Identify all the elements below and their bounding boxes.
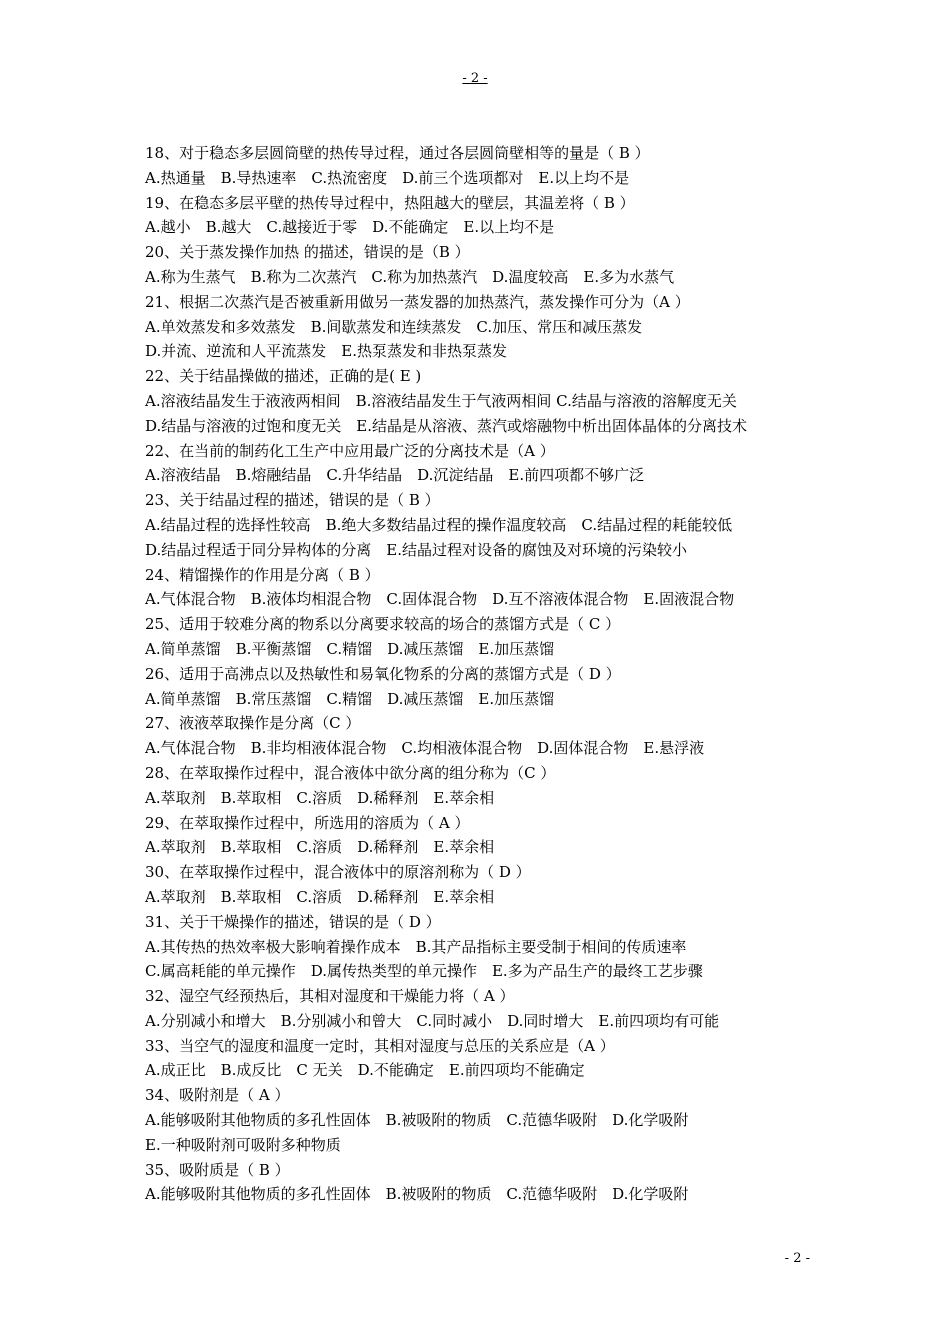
answer-options-line: E.一种吸附剂可吸附多种物质 <box>145 1135 341 1154</box>
answer-options-line: D.并流、逆流和人平流蒸发 E.热泵蒸发和非热泵蒸发 <box>145 342 507 361</box>
question-line: 23、关于结晶过程的描述，错误的是（ B ） <box>145 491 440 510</box>
question-list <box>145 141 825 1207</box>
answer-options-line: A.萃取剂 B.萃取相 C.溶质 D.稀释剂 E.萃余相 <box>145 788 495 807</box>
answer-options-line: A.越小 B.越大 C.越接近于零 D.不能确定 E.以上均不是 <box>145 218 555 237</box>
answer-options-line: A.热通量 B.导热速率 C.热流密度 D.前三个选项都对 E.以上均不是 <box>145 168 630 187</box>
answer-options-line: A.萃取剂 B.萃取相 C.溶质 D.稀释剂 E.萃余相 <box>145 887 495 906</box>
question-line: 22、在当前的制药化工生产中应用最广泛的分离技术是（A ） <box>145 441 555 460</box>
answer-options-line: A.萃取剂 B.萃取相 C.溶质 D.稀释剂 E.萃余相 <box>145 838 495 857</box>
answer-options-line: A.气体混合物 B.液体均相混合物 C.固体混合物 D.互不溶液体混合物 E.固液混合物 <box>145 590 735 609</box>
question-line: 24、精馏操作的作用是分离（ B ） <box>145 565 380 584</box>
question-line: 25、适用于较难分离的物系以分离要求较高的场合的蒸馏方式是（ C ） <box>145 615 621 634</box>
answer-options-line: A.称为生蒸气 B.称为二次蒸汽 C.称为加热蒸汽 D.温度较高 E.多为水蒸气 <box>145 267 675 286</box>
question-line: 26、适用于高沸点以及热敏性和易氧化物系的分离的蒸馏方式是（ D ） <box>145 664 621 683</box>
question-line: 33、当空气的湿度和温度一定时，其相对湿度与总压的关系应是（A ） <box>145 1036 615 1055</box>
answer-options-line: C.属高耗能的单元操作 D.属传热类型的单元操作 E.多为产品生产的最终工艺步骤 <box>145 962 703 981</box>
answer-options-line: A.其传热的热效率极大影响着操作成本 B.其产品指标主要受制于相间的传质速率 <box>145 937 687 956</box>
answer-options-line: A.溶液结晶发生于液液两相间 B.溶液结晶发生于气液两相间 C.结晶与溶液的溶解度无关 <box>145 391 737 410</box>
page-header <box>0 71 950 86</box>
answer-options-line: A.简单蒸馏 B.平衡蒸馏 C.精馏 D.减压蒸馏 E.加压蒸馏 <box>145 639 555 658</box>
footer-page-number: - 2 - <box>784 1251 810 1266</box>
question-line: 35、吸附质是（ B ） <box>145 1160 290 1179</box>
question-line: 21、根据二次蒸汽是否被重新用做另一蒸发器的加热蒸汽，蒸发操作可分为（A ） <box>145 292 690 311</box>
answer-options-line: A.气体混合物 B.非均相液体混合物 C.均相液体混合物 D.固体混合物 E.悬浮液 <box>145 739 705 758</box>
question-line: 27、液液萃取操作是分离（C ） <box>145 714 361 733</box>
answer-options-line: A.分别减小和增大 B.分别减小和曾大 C.同时减小 D.同时增大 E.前四项均有可能 <box>145 1011 720 1030</box>
answer-options-line: A.结晶过程的选择性较高 B.绝大多数结晶过程的操作温度较高 C.结晶过程的耗能较低 <box>145 515 733 534</box>
question-line: 30、在萃取操作过程中，混合液体中的原溶剂称为（ D ） <box>145 863 531 882</box>
question-line: 19、在稳态多层平壁的热传导过程中，热阻越大的壁层，其温差将（ B ） <box>145 193 635 212</box>
question-line: 20、关于蒸发操作加热 的描述，错误的是（B ） <box>145 243 470 262</box>
answer-options-line: A.能够吸附其他物质的多孔性固体 B.被吸附的物质 C.范德华吸附 D.化学吸附 <box>145 1111 689 1130</box>
answer-options-line: A.溶液结晶 B.熔融结晶 C.升华结晶 D.沉淀结晶 E.前四项都不够广泛 <box>145 466 645 485</box>
header-page-number: - 2 - <box>462 71 488 86</box>
answer-options-line: A.简单蒸馏 B.常压蒸馏 C.精馏 D.减压蒸馏 E.加压蒸馏 <box>145 689 555 708</box>
question-line: 29、在萃取操作过程中，所选用的溶质为（ A ） <box>145 813 470 832</box>
answer-options-line: A.成正比 B.成反比 C 无关 D.不能确定 E.前四项均不能确定 <box>145 1061 585 1080</box>
question-line: 18、对于稳态多层圆筒壁的热传导过程，通过各层圆筒壁相等的量是（ B ） <box>145 144 650 162</box>
question-line: 31、关于干燥操作的描述，错误的是（ D ） <box>145 912 441 931</box>
question-line: 28、在萃取操作过程中，混合液体中欲分离的组分称为（C ） <box>145 763 556 782</box>
question-line: 34、吸附剂是（ A ） <box>145 1086 290 1105</box>
answer-options-line: A.能够吸附其他物质的多孔性固体 B.被吸附的物质 C.范德华吸附 D.化学吸附 <box>145 1185 689 1204</box>
answer-options-line: D.结晶与溶液的过饱和度无关 E.结晶是从溶液、蒸汽或熔融物中析出固体晶体的分离技术 <box>145 416 747 435</box>
question-line: 22、关于结晶操做的描述，正确的是( E ) <box>145 367 422 386</box>
answer-options-line: A.单效蒸发和多效蒸发 B.间歇蒸发和连续蒸发 C.加压、常压和减压蒸发 <box>145 317 643 336</box>
question-line: 32、湿空气经预热后，其相对湿度和干燥能力将（ A ） <box>145 987 515 1006</box>
answer-options-line: D.结晶过程适于同分异构体的分离 E.结晶过程对设备的腐蚀及对环境的污染较小 <box>145 540 687 559</box>
